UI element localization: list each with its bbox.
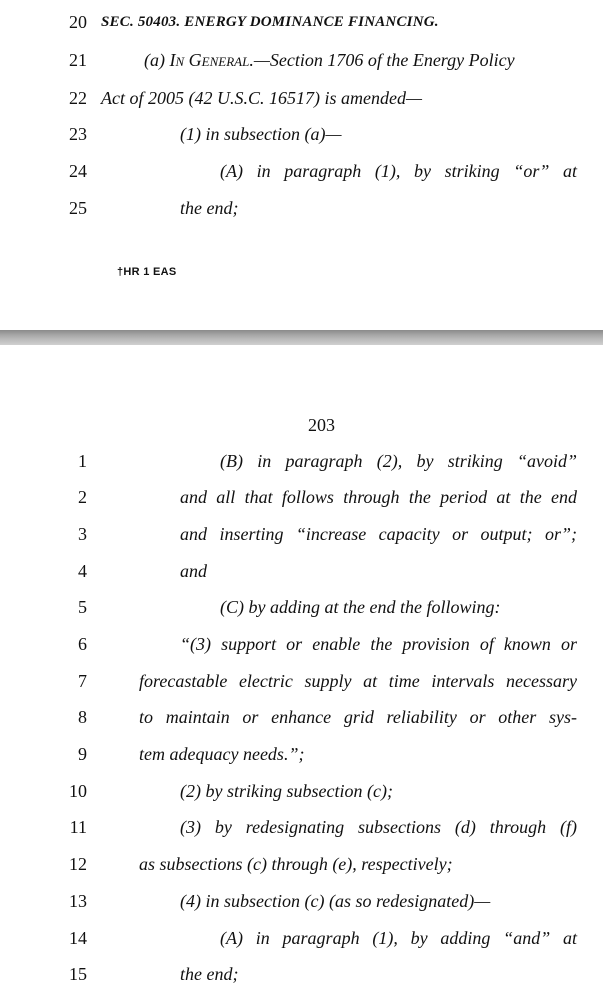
line-number: 20 xyxy=(69,12,87,32)
line-15 xyxy=(0,962,603,986)
line-1 xyxy=(0,449,603,473)
line-13 xyxy=(0,889,603,913)
line-number: 25 xyxy=(69,198,87,218)
line-number: 4 xyxy=(78,561,87,581)
bill-identifier-footer: †HR 1 EAS xyxy=(117,266,177,278)
line-text: and xyxy=(180,561,207,581)
line-text: (A) in paragraph (1), by striking “or” at xyxy=(220,161,577,181)
line-number: 8 xyxy=(78,707,87,727)
line-number: 9 xyxy=(78,744,87,764)
line-number: 23 xyxy=(69,124,87,144)
line-12 xyxy=(0,852,603,876)
line-8 xyxy=(0,705,603,729)
line-6 xyxy=(0,632,603,656)
line-number: 11 xyxy=(69,817,87,837)
line-text: forecastable electric supply at time intervals necessary xyxy=(139,671,577,691)
line-number: 15 xyxy=(69,964,87,984)
line-25 xyxy=(0,196,603,220)
line-number: 13 xyxy=(69,891,87,911)
line-24 xyxy=(0,159,603,183)
page-number: 203 xyxy=(308,415,335,435)
line-text: (3) by redesignating subsections (d) through (f) xyxy=(180,817,577,837)
line-number: 2 xyxy=(78,487,87,507)
line-number: 5 xyxy=(78,597,87,617)
line-text: to maintain or enhance grid reliability or other sys- xyxy=(139,707,577,727)
line-number: 7 xyxy=(78,671,87,691)
line-20 xyxy=(0,10,603,34)
line-number: 1 xyxy=(78,451,87,471)
line-21 xyxy=(0,48,603,72)
line-11 xyxy=(0,815,603,839)
line-text: Act of 2005 (42 U.S.C. 16517) is amended— xyxy=(101,88,422,108)
line-text: (2) by striking subsection (c); xyxy=(180,781,393,801)
line-14 xyxy=(0,926,603,950)
line-text: the end; xyxy=(180,964,239,984)
line-text: as subsections (c) through (e), respectively; xyxy=(139,854,453,874)
line-text: (B) in paragraph (2), by striking “avoid” xyxy=(220,451,577,471)
line-text: the end; xyxy=(180,198,239,218)
line-number: 12 xyxy=(69,854,87,874)
line-7 xyxy=(0,669,603,693)
line-text: and inserting “increase capacity or output; or”; xyxy=(180,524,577,544)
line-4 xyxy=(0,559,603,583)
line-number: 3 xyxy=(78,524,87,544)
subsection-heading: In General xyxy=(169,50,250,70)
section-heading: SEC. 50403. ENERGY DOMINANCE FINANCING. xyxy=(101,14,439,30)
line-number: 10 xyxy=(69,781,87,801)
subsection-label: (a) xyxy=(144,50,170,70)
top-page xyxy=(0,0,603,330)
line-number: 6 xyxy=(78,634,87,654)
line-text-rest: .—Section 1706 of the Energy Policy xyxy=(249,50,515,70)
line-5 xyxy=(0,595,603,619)
line-number: 14 xyxy=(69,928,87,948)
line-2 xyxy=(0,485,603,509)
page-divider xyxy=(0,330,603,345)
line-9 xyxy=(0,742,603,766)
line-22 xyxy=(0,86,603,110)
line-text: (1) in subsection (a)— xyxy=(180,124,342,144)
line-3 xyxy=(0,522,603,546)
line-number: 22 xyxy=(69,88,87,108)
line-text: (C) by adding at the end the following: xyxy=(220,597,501,617)
line-text: tem adequacy needs.”; xyxy=(139,744,305,764)
line-text: and all that follows through the period at the end xyxy=(180,487,577,507)
line-text: (4) in subsection (c) (as so redesignated)— xyxy=(180,891,491,911)
line-number: 24 xyxy=(69,161,87,181)
line-text xyxy=(144,48,577,72)
line-10 xyxy=(0,779,603,803)
line-text: (A) in paragraph (1), by adding “and” at xyxy=(220,928,577,948)
line-number: 21 xyxy=(69,50,87,70)
line-23 xyxy=(0,122,603,146)
line-text: “(3) support or enable the provision of known or xyxy=(180,634,577,654)
